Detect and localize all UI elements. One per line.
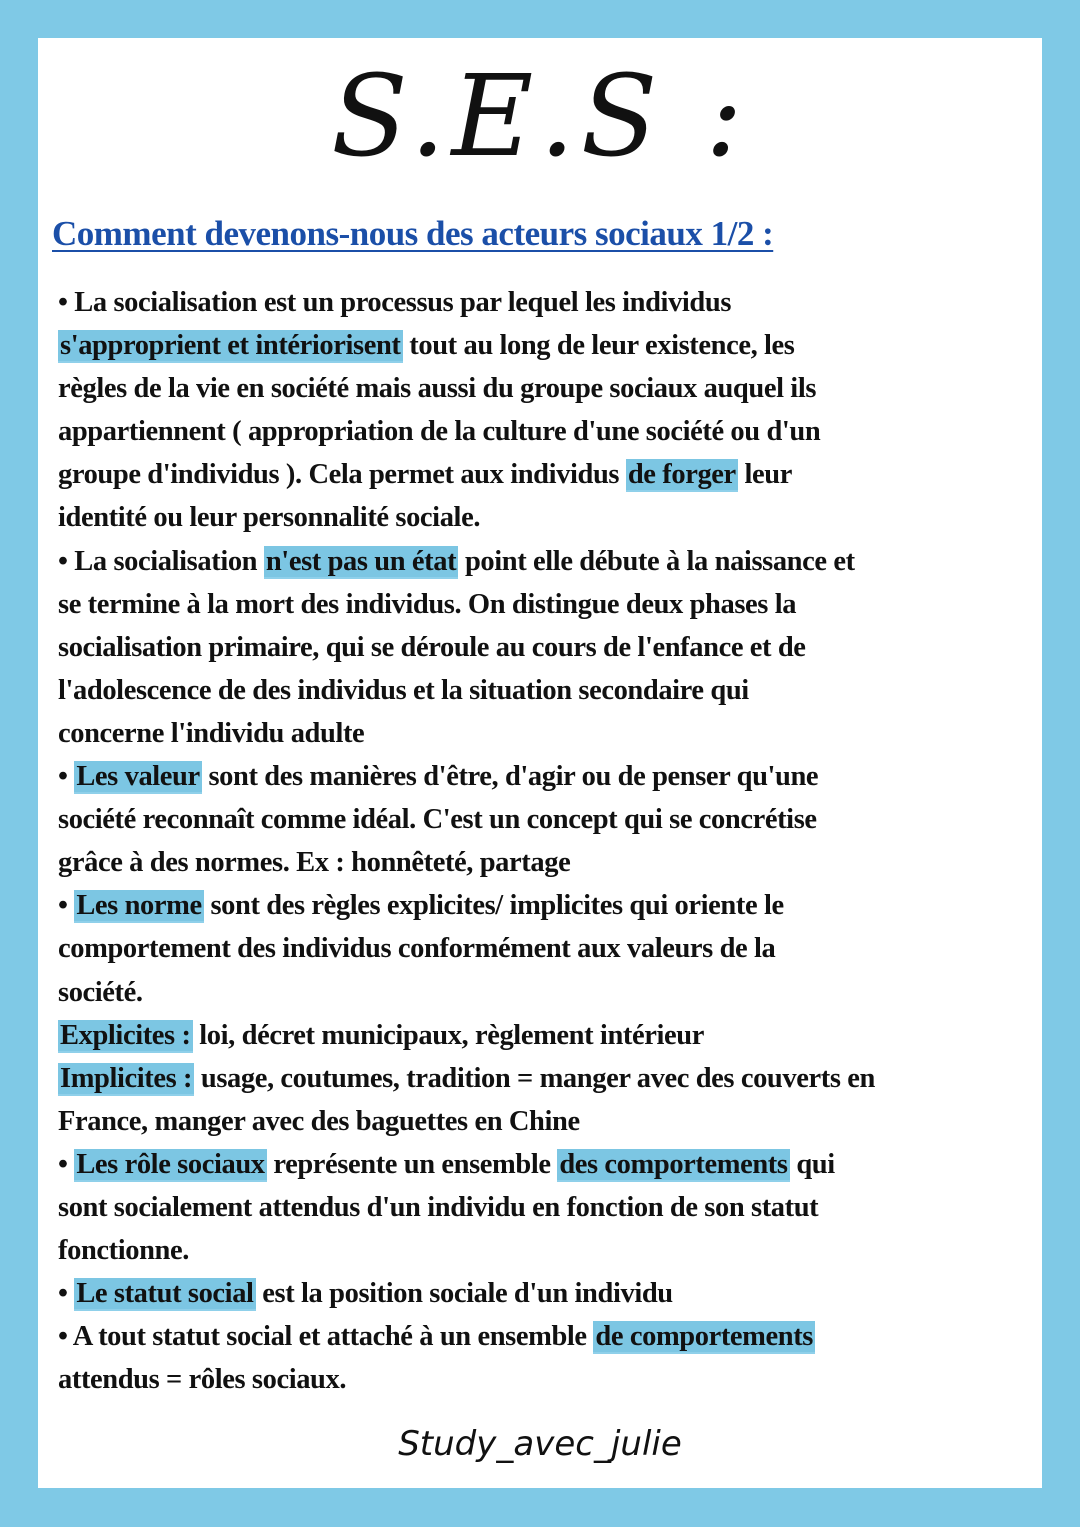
notes-body [58, 281, 875, 1401]
text-line [58, 626, 875, 669]
text-segment: • La socialisation est un processus par lequel les individus [58, 287, 732, 318]
text-line [58, 669, 875, 712]
signature: Study_avec_julie [398, 1424, 682, 1464]
highlighted-term: n'est pas un état [265, 545, 457, 577]
text-segment: comportement des individus conformément aux valeurs de la [58, 933, 776, 965]
highlighted-term: Explicites : [60, 1019, 191, 1051]
text-line [58, 1315, 875, 1358]
text-segment: loi, décret municipaux, règlement intérieur [192, 1019, 704, 1051]
text-segment: France, manger avec des baguettes en Chine [58, 1105, 580, 1137]
page-title: S.E.S : [331, 52, 749, 182]
text-line [58, 281, 875, 324]
text-line [58, 1229, 875, 1272]
highlighted-term: Les rôle sociaux [76, 1148, 265, 1180]
text-line [58, 1143, 875, 1186]
text-line [58, 712, 875, 755]
highlighted-term: Les valeur [76, 761, 200, 793]
text-segment: sont des manières d'être, d'agir ou de penser qu'une [201, 761, 819, 793]
text-line [58, 324, 875, 367]
text-segment: • La socialisation [58, 545, 264, 577]
text-segment: socialisation primaire, qui se déroule au cours de l'enfance et de [58, 631, 806, 663]
text-segment: identité ou leur personnalité sociale. [58, 502, 481, 534]
text-line [58, 884, 875, 927]
text-segment: règles de la vie en société mais aussi du groupe sociaux auquel ils [58, 373, 817, 405]
text-segment: point elle débute à la naissance et [458, 545, 855, 577]
text-line [58, 755, 875, 798]
text-segment: fonctionne. [58, 1235, 189, 1267]
text-segment: l'adolescence de des individus et la situation secondaire qui [58, 674, 749, 706]
text-segment: • [58, 1148, 75, 1180]
text-segment: • [58, 761, 75, 793]
text-segment: • A tout statut social et attaché à un ensemble [58, 1321, 594, 1353]
text-line [58, 1014, 875, 1057]
text-segment: • [58, 890, 75, 922]
text-segment: grâce à des normes. Ex : honnêteté, partage [58, 847, 571, 879]
text-line [58, 798, 875, 841]
text-segment: concerne l'individu adulte [58, 717, 365, 749]
text-line [58, 1272, 875, 1315]
text-segment: leur [737, 459, 792, 491]
highlighted-term: de forger [627, 459, 736, 491]
text-line [58, 971, 875, 1014]
text-line [58, 1358, 875, 1401]
highlighted-term: Les norme [76, 890, 202, 922]
text-segment: se termine à la mort des individus. On distingue deux phases la [58, 588, 797, 620]
text-segment: usage, coutumes, tradition = manger avec des couverts en [194, 1062, 875, 1094]
text-segment: • [58, 1278, 75, 1310]
highlighted-term: des comportements [559, 1148, 788, 1180]
text-line [58, 453, 875, 496]
text-segment: représente un ensemble [266, 1148, 558, 1180]
text-line [58, 367, 875, 410]
text-line [58, 1100, 875, 1143]
highlighted-term: de comportements [595, 1321, 814, 1353]
text-line [58, 410, 875, 453]
text-segment: société reconnaît comme idéal. C'est un concept qui se concrétise [58, 804, 817, 836]
text-line [58, 1186, 875, 1229]
text-segment: société. [58, 976, 143, 1008]
text-line [58, 583, 875, 626]
text-line [58, 496, 875, 539]
text-line [58, 841, 875, 884]
text-segment: sont socialement attendus d'un individu en fonction de son statut [58, 1191, 819, 1223]
highlighted-term: Le statut social [76, 1278, 254, 1310]
text-segment: appartiennent ( appropriation de la culture d'une société ou d'un [58, 416, 821, 448]
highlighted-term: Implicites : [60, 1062, 193, 1094]
text-line [58, 927, 875, 970]
text-segment: attendus = rôles sociaux. [58, 1364, 347, 1396]
text-line [58, 1057, 875, 1100]
section-heading: Comment devenons-nous des acteurs sociaux 1/2 : [52, 214, 774, 253]
text-segment: sont des règles explicites/ implicites qui oriente le [203, 890, 784, 922]
text-segment: qui [789, 1148, 835, 1180]
text-segment: tout au long de leur existence, les [402, 330, 795, 362]
highlighted-term: s'approprient et intériorisent [60, 330, 401, 362]
text-line [58, 540, 875, 583]
text-segment: est la position sociale d'un individu [255, 1278, 673, 1310]
text-segment: groupe d'individus ). Cela permet aux individus [58, 459, 626, 491]
